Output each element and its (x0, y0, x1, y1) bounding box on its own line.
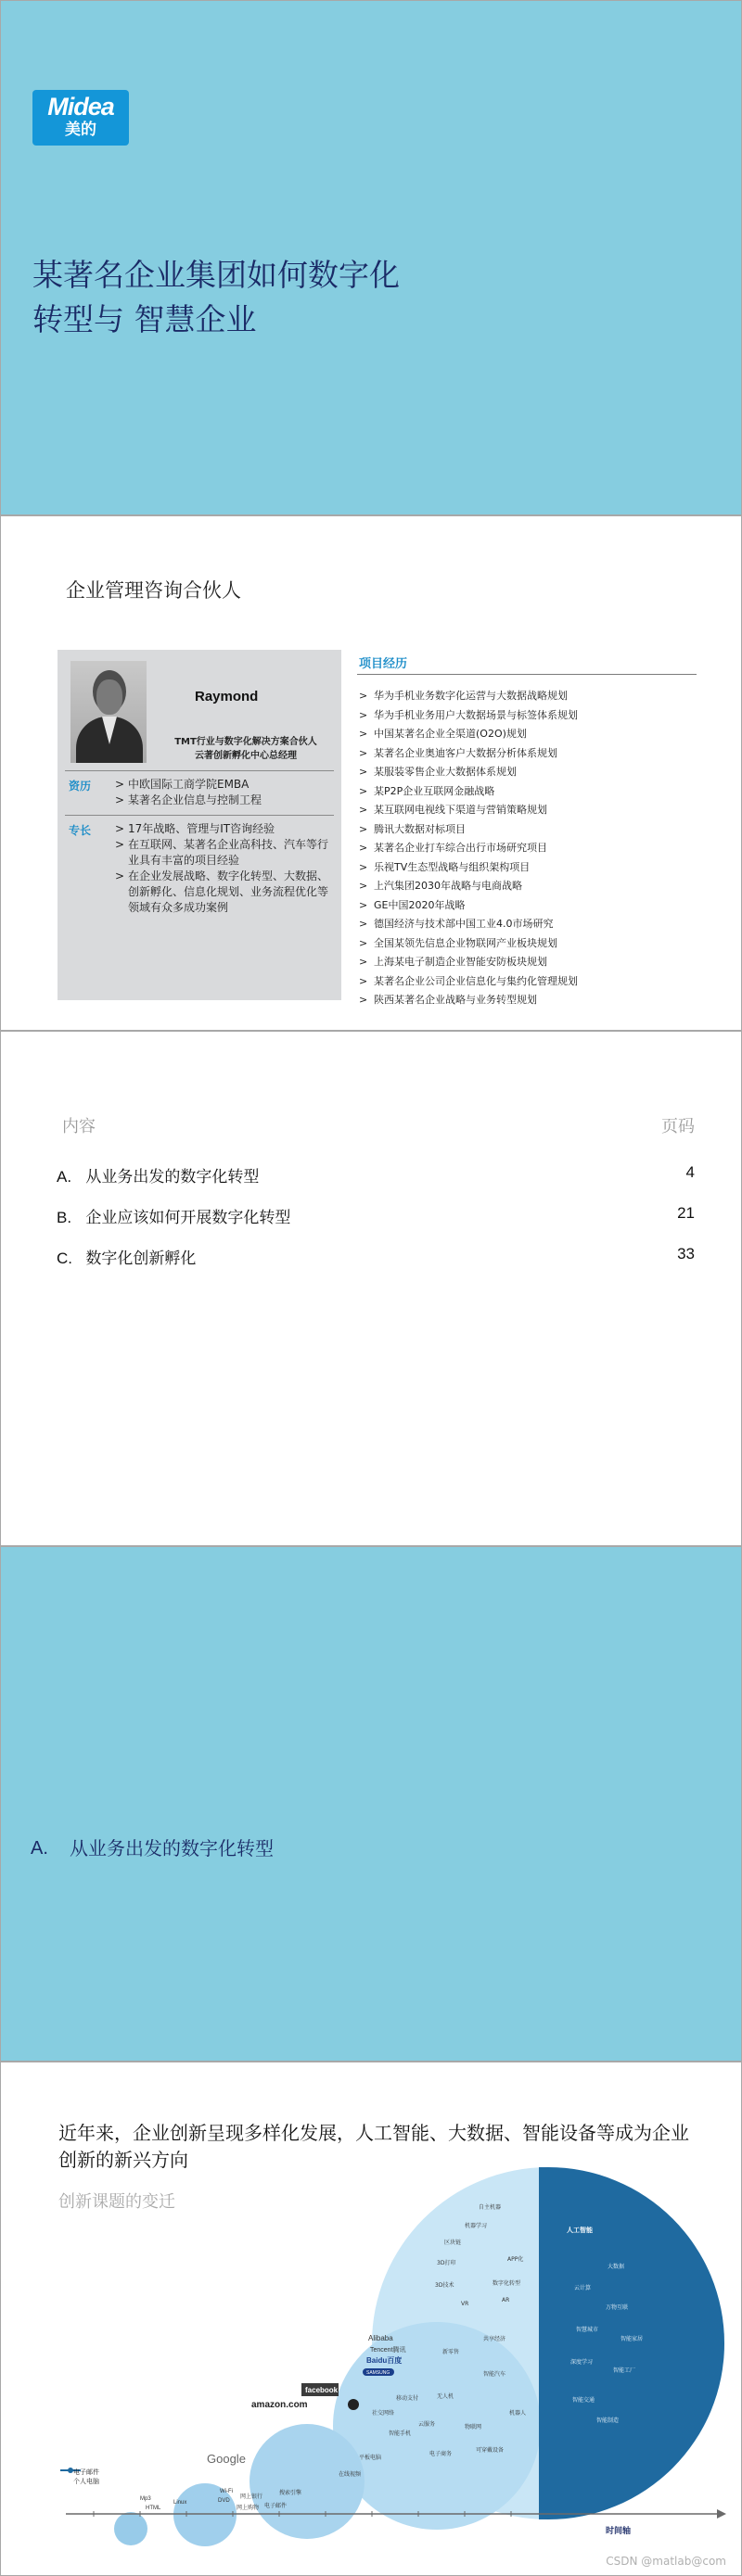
term: 物联网 (465, 2424, 482, 2430)
term: 电子邮件 (264, 2504, 288, 2509)
term: 自主机器 (479, 2204, 502, 2211)
term: 可穿戴设备 (476, 2447, 505, 2454)
toc-slide (0, 1031, 742, 1546)
toc-letter: A. (57, 1168, 72, 1186)
project-item: > 华为手机业务数字化运营与大数据战略规划 (359, 687, 698, 706)
profile-card (58, 650, 341, 1000)
ai-term: 万物互联 (606, 2304, 629, 2311)
logo-text-cn: 美的 (65, 121, 96, 139)
term: 机器人 (509, 2410, 527, 2417)
term: VR (461, 2301, 469, 2307)
term: 3D技术 (435, 2282, 454, 2289)
toc-letter: B. (57, 1209, 72, 1226)
cover-slide (0, 0, 742, 515)
term: 云服务 (418, 2421, 436, 2428)
skill-item: > 在互联网、某著名企业高科技、汽车等行 业具有丰富的项目经验 (115, 837, 334, 869)
section-letter: A. (31, 1838, 48, 1859)
brand-samsung: SAMSUNG (366, 2370, 390, 2376)
ai-term: 智能家居 (620, 2336, 644, 2342)
innovation-subheading: 创新课题的变迁 (58, 2192, 175, 2212)
innovation-heading: 近年来，企业创新呈现多样化发展，人工智能、大数据、智能设备等成为企业创新的新兴方向 (58, 2122, 689, 2171)
brand-baidu: Baidu百度 (366, 2356, 403, 2365)
ai-term: 云计算 (574, 2285, 592, 2291)
axis-label: 时间轴 (606, 2527, 632, 2536)
term: 社交网络 (372, 2410, 395, 2417)
profile-slide (0, 515, 742, 1031)
brand-amazon: amazon.com (251, 2400, 308, 2410)
axis-arrow (717, 2509, 726, 2519)
project-item: > 上海某电子制造企业智能安防板块规划 (359, 953, 698, 972)
term: 网上购物 (237, 2506, 260, 2511)
middle-circle (333, 2322, 541, 2530)
innovation-slide (0, 2062, 742, 2576)
role-line-1: TMT行业与数字化解决方案合伙人 (174, 737, 317, 747)
project-item: > 全国某领先信息企业物联网产业板块规划 (359, 934, 698, 954)
projects-list (359, 687, 698, 1010)
term: 智能汽车 (483, 2371, 506, 2378)
term: 在线视频 (339, 2471, 362, 2478)
ai-term: 智能工厂 (613, 2367, 636, 2374)
project-item: > 某著名企业奥迪客户大数据分析体系规划 (359, 744, 698, 764)
projects-divider (357, 674, 697, 675)
project-item: > 某互联网电视线下渠道与营销策略规划 (359, 801, 698, 820)
project-item: > 某P2P企业互联网金融战略 (359, 782, 698, 802)
profile-heading: 企业管理咨询合伙人 (66, 579, 241, 602)
project-item: > 腾讯大数据对标项目 (359, 820, 698, 840)
innovation-diagram (1, 2062, 742, 2576)
toc-item[interactable] (57, 1204, 695, 1227)
ai-term: 深度学习 (570, 2359, 594, 2366)
project-item: > 陕西某著名企业战略与业务转型规划 (359, 991, 698, 1010)
toc-contents-label: 内容 (62, 1117, 96, 1136)
term: 无人机 (437, 2393, 454, 2400)
toc-title: 企业应该如何开展数字化转型 (85, 1209, 291, 1227)
legend-email: 电子邮件 (73, 2469, 99, 2476)
logo-text-en: Midea (47, 93, 114, 121)
term: APP化 (507, 2256, 524, 2263)
profile-name: Raymond (195, 689, 259, 704)
project-item: > 某著名企业公司企业信息化与集约化管理规划 (359, 972, 698, 992)
toc-page: 33 (677, 1245, 695, 1263)
edu-item: > 某著名企业信息与控制工程 (115, 793, 334, 808)
brand-tencent: Tencent腾讯 (370, 2347, 406, 2354)
term: 搜索引擎 (279, 2490, 302, 2496)
term: Linux (173, 2500, 187, 2506)
skill-item: > 在企业发展战略、数字化转型、大数据、创新孵化、信息化规划、业务流程优化等领域有众多成功案例 (115, 869, 334, 916)
brand-google: Google (207, 2452, 246, 2466)
term: HTML (146, 2506, 161, 2511)
term: DVD (218, 2498, 230, 2504)
ai-term: 大数据 (608, 2264, 625, 2270)
toc-title: 从业务出发的数字化转型 (85, 1168, 260, 1186)
section-slide (0, 1546, 742, 2062)
term: 数字化转型 (493, 2280, 521, 2287)
section-title: 从业务出发的数字化转型 (70, 1837, 274, 1859)
midea-logo (32, 90, 129, 146)
skill-list (115, 821, 334, 916)
divider (65, 770, 334, 771)
cover-title: 某著名企业集团如何数字化 转型与 智慧企业 (32, 257, 400, 337)
project-item: > 华为手机业务用户大数据场景与标签体系规划 (359, 706, 698, 726)
ai-term: 智慧城市 (576, 2327, 599, 2333)
apple-icon (348, 2399, 359, 2410)
portrait-photo (70, 661, 147, 763)
ai-term: 智能交通 (572, 2397, 595, 2404)
term: Wi-Fi (220, 2489, 233, 2494)
legend-pc: 个人电脑 (73, 2479, 99, 2485)
ai-label: 人工智能 (567, 2227, 593, 2234)
divider (65, 815, 334, 816)
term: 区块链 (444, 2240, 462, 2246)
projects-title: 项目经历 (359, 657, 408, 671)
project-item: > 某著名企业打车综合出行市场研究项目 (359, 839, 698, 858)
watermark: CSDN @matlab@com (606, 2555, 726, 2568)
term: AR (502, 2297, 510, 2303)
toc-page: 21 (677, 1204, 695, 1222)
toc-page-label: 页码 (661, 1117, 695, 1136)
toc-item[interactable] (57, 1245, 695, 1268)
edu-item: > 中欧国际工商学院EMBA (115, 777, 334, 793)
profile-role (158, 735, 334, 763)
tiny-circle (114, 2512, 147, 2545)
project-item: > 某服装零售企业大数据体系规划 (359, 763, 698, 782)
project-item: > 乐视TV生态型战略与组织架构项目 (359, 858, 698, 878)
brand-alibaba: Alibaba (368, 2334, 393, 2342)
term: 网上银行 (240, 2494, 263, 2500)
ai-term: 智能制造 (596, 2417, 620, 2424)
inner-circle (249, 2424, 365, 2539)
brand-facebook: facebook (305, 2386, 339, 2394)
term: 平板电脑 (359, 2455, 382, 2461)
toc-page: 4 (685, 1163, 695, 1181)
term: 共享经济 (483, 2336, 506, 2342)
project-item: > GE中国2020年战略 (359, 896, 698, 916)
toc-item[interactable] (57, 1163, 695, 1186)
term: 电子商务 (429, 2451, 453, 2457)
skill-label: 专长 (69, 824, 92, 837)
term: Mp3 (140, 2496, 151, 2502)
term: 移动支付 (396, 2395, 419, 2402)
role-line-2: 云著创新孵化中心总经理 (195, 751, 297, 761)
term: 3D打印 (437, 2260, 456, 2266)
edu-list (115, 777, 334, 808)
project-item: > 中国某著名企业全渠道(O2O)规划 (359, 725, 698, 744)
project-item: > 上汽集团2030年战略与电商战略 (359, 877, 698, 896)
project-item: > 德国经济与技术部中国工业4.0市场研究 (359, 915, 698, 934)
term: 机器学习 (465, 2223, 488, 2229)
toc-title: 数字化创新孵化 (85, 1250, 197, 1268)
skill-item: > 17年战略、管理与IT咨询经验 (115, 821, 334, 837)
term: 智能手机 (389, 2430, 412, 2437)
edu-label: 资历 (69, 780, 92, 793)
toc-letter: C. (57, 1250, 72, 1267)
term: 新零售 (442, 2349, 460, 2355)
